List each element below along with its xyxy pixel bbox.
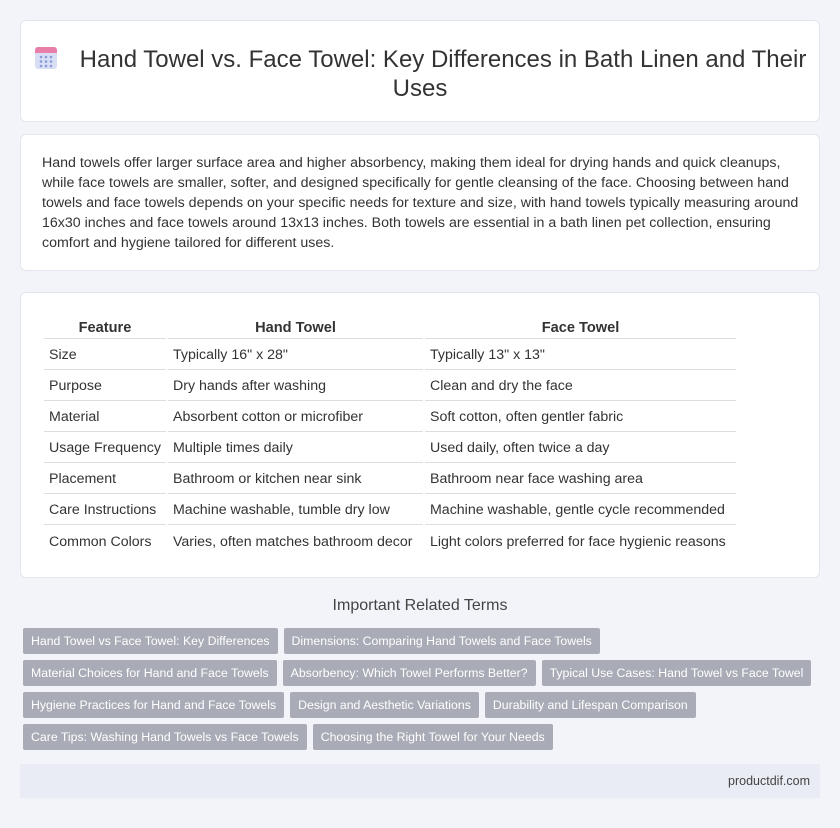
intro-card bbox=[20, 134, 820, 271]
face-towel-cell: Light colors preferred for face hygienic reasons bbox=[429, 533, 726, 550]
face-towel-cell: Clean and dry the face bbox=[425, 372, 736, 401]
table-row bbox=[44, 372, 736, 401]
face-towel-cell: Bathroom near face washing area bbox=[425, 465, 736, 494]
related-term-tag[interactable]: Hand Towel vs Face Towel: Key Differences bbox=[23, 628, 278, 654]
hand-towel-cell: Dry hands after washing bbox=[168, 372, 423, 401]
tag-row bbox=[23, 660, 823, 686]
related-terms-list bbox=[23, 628, 823, 756]
page-title: Hand Towel vs. Face Towel: Key Differences in Bath Linen and Their Uses bbox=[79, 46, 807, 102]
feature-cell: Material bbox=[44, 403, 166, 432]
header-face-towel: Face Towel bbox=[425, 314, 736, 339]
table-header-row bbox=[44, 314, 736, 339]
header-feature: Feature bbox=[44, 314, 166, 339]
intro-paragraph: Hand towels offer larger surface area and higher absorbency, making them ideal for drying hands and quick cleanups, while face towels are smaller, softer, and designed specifically for gentle cleansing of the face. Choosing between hand towels and face towels depends on your specific needs for texture and size, with hand towels typically measuring around 16x30 inches and face towels around 13x13 inches. Both towels are essential in a bath linen pet collection, ensuring comfort and hygiene tailored for different uses. bbox=[42, 155, 799, 251]
face-towel-cell: Used daily, often twice a day bbox=[425, 434, 736, 463]
face-towel-cell: Soft cotton, often gentler fabric bbox=[425, 403, 736, 432]
page-title-wrapper bbox=[21, 44, 819, 103]
hand-towel-cell: Absorbent cotton or microfiber bbox=[168, 403, 423, 432]
related-terms-title: Important Related Terms bbox=[332, 597, 508, 614]
face-towel-cell: Typically 13" x 13" bbox=[425, 341, 736, 370]
related-term-tag[interactable]: Choosing the Right Towel for Your Needs bbox=[313, 724, 553, 750]
table-row bbox=[44, 496, 736, 525]
related-term-tag[interactable]: Dimensions: Comparing Hand Towels and Face Towels bbox=[284, 628, 600, 654]
feature-cell: Care Instructions bbox=[44, 496, 166, 525]
comparison-card bbox=[20, 292, 820, 578]
table-row bbox=[44, 465, 736, 494]
calendar-icon bbox=[34, 44, 58, 70]
related-term-tag[interactable]: Care Tips: Washing Hand Towels vs Face Towels bbox=[23, 724, 307, 750]
tag-row bbox=[23, 692, 823, 718]
header-hand-towel: Hand Towel bbox=[168, 314, 423, 339]
related-term-tag[interactable]: Material Choices for Hand and Face Towels bbox=[23, 660, 277, 686]
related-term-tag[interactable]: Hygiene Practices for Hand and Face Towels bbox=[23, 692, 284, 718]
feature-cell: Usage Frequency bbox=[44, 434, 166, 463]
tag-row bbox=[23, 724, 823, 750]
related-term-tag[interactable]: Typical Use Cases: Hand Towel vs Face Towel bbox=[542, 660, 812, 686]
feature-cell: Placement bbox=[44, 465, 166, 494]
footer-site-link[interactable]: productdif.com bbox=[728, 774, 810, 788]
hand-towel-cell: Varies, often matches bathroom decor bbox=[172, 533, 413, 550]
face-towel-cell: Machine washable, gentle cycle recommended bbox=[425, 496, 736, 525]
header-card bbox=[20, 20, 820, 122]
tag-row bbox=[23, 628, 823, 654]
hand-towel-cell: Typically 16" x 28" bbox=[168, 341, 423, 370]
table-row bbox=[44, 434, 736, 463]
related-term-tag[interactable]: Durability and Lifespan Comparison bbox=[485, 692, 696, 718]
table-row bbox=[44, 403, 736, 432]
footer bbox=[20, 764, 820, 798]
table-row bbox=[44, 527, 736, 556]
feature-cell: Common Colors bbox=[49, 533, 152, 550]
hand-towel-cell: Machine washable, tumble dry low bbox=[168, 496, 423, 525]
comparison-table bbox=[42, 312, 738, 558]
related-term-tag[interactable]: Absorbency: Which Towel Performs Better? bbox=[283, 660, 536, 686]
feature-cell: Purpose bbox=[44, 372, 166, 401]
table-row bbox=[44, 341, 736, 370]
feature-cell: Size bbox=[44, 341, 166, 370]
hand-towel-cell: Multiple times daily bbox=[168, 434, 423, 463]
related-term-tag[interactable]: Design and Aesthetic Variations bbox=[290, 692, 479, 718]
hand-towel-cell: Bathroom or kitchen near sink bbox=[168, 465, 423, 494]
